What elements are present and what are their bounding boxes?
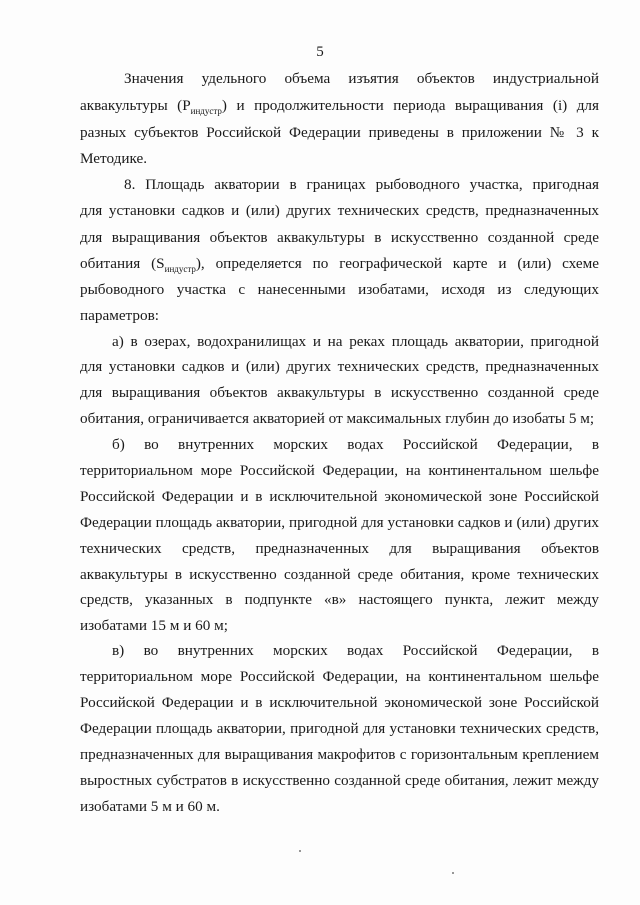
page-number: 5 bbox=[316, 44, 324, 60]
text-line: аквакультуры в искусственно созданной среде обитания, кроме технических bbox=[80, 566, 599, 583]
text-line: в) во внутренних морских водах Российской Федерации, в bbox=[112, 642, 599, 659]
text-line: Федерации площадь акватории, пригодной для установки технических средств, bbox=[80, 720, 599, 737]
scan-speck bbox=[299, 850, 301, 852]
text-line: 8. Площадь акватории в границах рыбоводного участка, пригодная bbox=[124, 176, 599, 193]
text-line: рыбоводного участка с нанесенными изобатами, исходя из следующих bbox=[80, 281, 599, 298]
text-line: изобатами 15 м и 60 м; bbox=[80, 617, 228, 634]
text-line: выростных субстратов в искусственно созданной среде обитания, лежит между bbox=[80, 772, 599, 789]
text-line: средств, указанных в подпункте «в» настоящего пункта, лежит между bbox=[80, 591, 599, 608]
text-line: технических средств, предназначенных для выращивания объектов bbox=[80, 540, 599, 557]
text-line: параметров: bbox=[80, 307, 159, 324]
text-line: для установки садков и (или) других технических средств, предназначенных bbox=[80, 202, 599, 219]
text-line: для выращивания объектов аквакультуры в искусственно созданной среде bbox=[80, 384, 599, 401]
text-line: обитания, ограничивается акваторией от максимальных глубин до изобаты 5 м; bbox=[80, 410, 595, 427]
text-line: Российской Федерации и в исключительной экономической зоне Российской bbox=[80, 488, 599, 505]
text-line: Значения удельного объема изъятия объектов индустриальной bbox=[124, 70, 599, 87]
text-line: для выращивания объектов аквакультуры в искусственно созданной среде bbox=[80, 229, 599, 246]
text-line: аквакультуры $(P_{индустр})$ и продолжительности периода выращивания (i) для bbox=[80, 97, 599, 117]
text-line: территориальном море Российской Федерации, на континентальном шельфе bbox=[80, 668, 599, 685]
text-line: б) во внутренних морских водах Российской Федерации, в bbox=[112, 436, 599, 453]
text-line: изобатами 5 м и 60 м. bbox=[80, 798, 220, 815]
text-line: Российской Федерации и в исключительной экономической зоне Российской bbox=[80, 694, 599, 711]
text-line: обитания $(S_{индустр})$, определяется по географической карте и (или) схеме bbox=[80, 255, 599, 275]
scan-speck bbox=[452, 872, 454, 874]
text-line: территориальном море Российской Федерации, на континентальном шельфе bbox=[80, 462, 599, 479]
text-line: для установки садков и (или) других технических средств, предназначенных bbox=[80, 358, 599, 375]
text-line: разных субъектов Российской Федерации приведены в приложении № 3 к bbox=[80, 124, 599, 141]
text-line: Методике. bbox=[80, 150, 148, 167]
text-line: предназначенных для выращивания макрофитов с горизонтальным креплением bbox=[80, 746, 599, 763]
text-line: а) в озерах, водохранилищах и на реках площадь акватории, пригодной bbox=[112, 333, 599, 350]
text-line: Федерации площадь акватории, пригодной для установки садков и (или) других bbox=[80, 514, 599, 531]
